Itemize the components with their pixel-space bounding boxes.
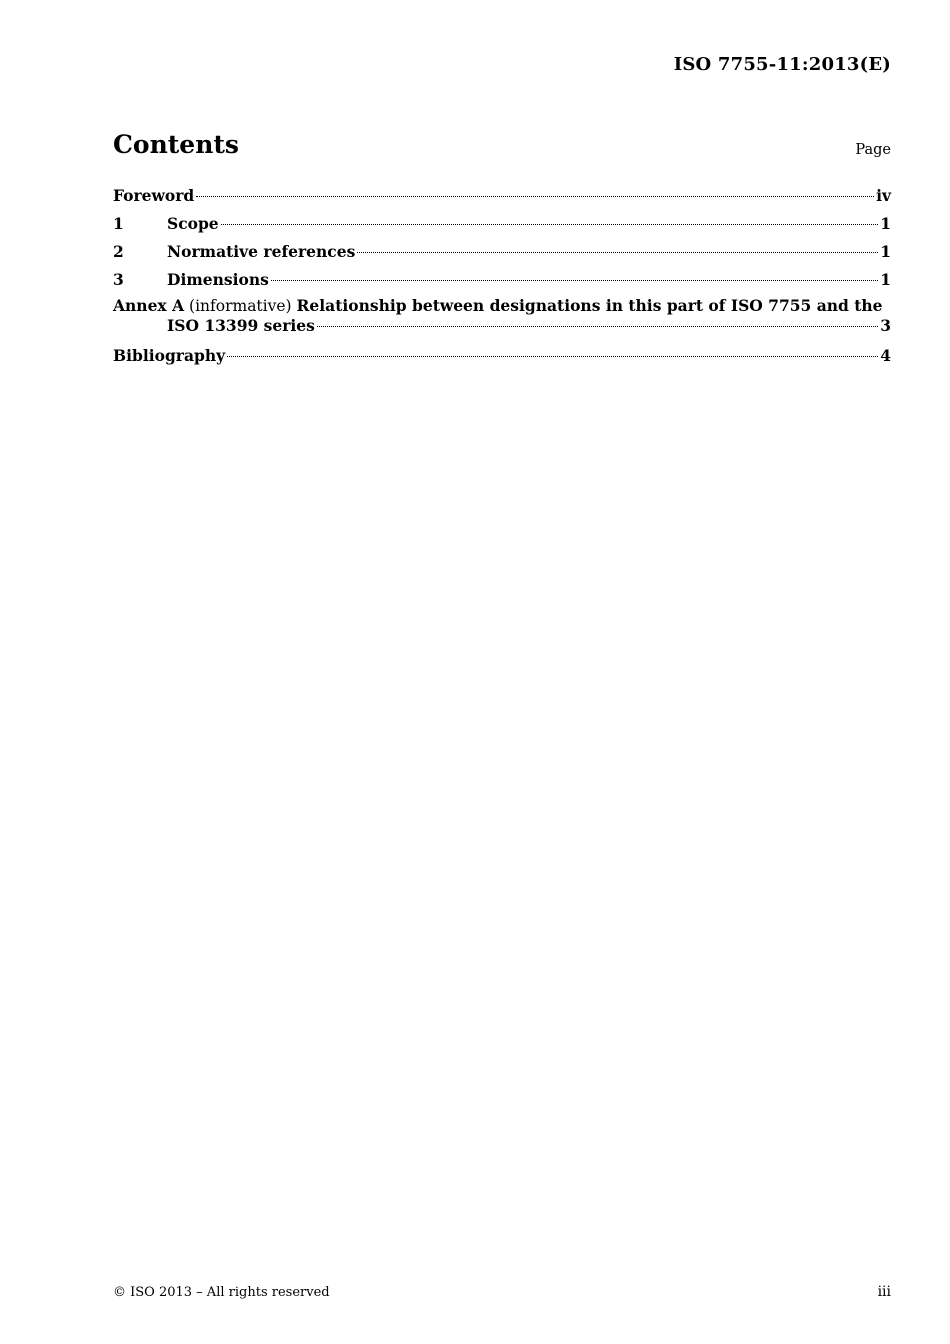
annex-title-line2: ISO 13399 series: [167, 316, 315, 335]
toc-entry-page: iv: [876, 186, 891, 205]
toc-entry-page: 1: [880, 242, 891, 261]
dot-leader: [357, 252, 878, 253]
toc-entry-dimensions[interactable]: [113, 269, 891, 297]
toc-entry-page: 3: [880, 316, 891, 335]
toc-entry-number: 3: [113, 270, 124, 289]
dot-leader: [271, 280, 878, 281]
dot-leader: [196, 196, 874, 197]
toc-entry-number: 1: [113, 214, 124, 233]
copyright-footer: © ISO 2013 – All rights reserved: [113, 1285, 330, 1300]
toc-entry-page: 4: [880, 346, 891, 365]
annex-second-line: [113, 315, 891, 337]
page-number: iii: [877, 1284, 891, 1300]
toc-entry-annex-a[interactable]: [113, 297, 891, 345]
table-of-contents: [113, 185, 891, 373]
annex-first-line: [113, 297, 891, 315]
annex-type: (informative): [189, 297, 292, 315]
document-code-header: ISO 7755-11:2013(E): [673, 54, 891, 75]
toc-entry-page: 1: [880, 270, 891, 289]
toc-entry-page: 1: [880, 214, 891, 233]
toc-entry-title: Foreword: [113, 186, 195, 205]
dot-leader: [317, 326, 878, 327]
contents-title: Contents: [113, 130, 240, 159]
toc-entry-title: Normative references: [167, 242, 356, 261]
toc-entry-foreword[interactable]: [113, 185, 891, 213]
toc-entry-title: Scope: [167, 214, 219, 233]
page-column-label: Page: [855, 142, 891, 158]
toc-entry-bibliography[interactable]: [113, 345, 891, 373]
dot-leader: [227, 356, 878, 357]
toc-entry-title: Bibliography: [113, 346, 226, 365]
annex-title-line1: Relationship between designations in this part of ISO 7755 and the: [296, 296, 883, 315]
toc-entry-title: Dimensions: [167, 270, 269, 289]
toc-entry-normative-references[interactable]: [113, 241, 891, 269]
dot-leader: [221, 224, 879, 225]
annex-label: Annex A: [113, 296, 185, 315]
toc-entry-number: 2: [113, 242, 124, 261]
toc-entry-scope[interactable]: [113, 213, 891, 241]
